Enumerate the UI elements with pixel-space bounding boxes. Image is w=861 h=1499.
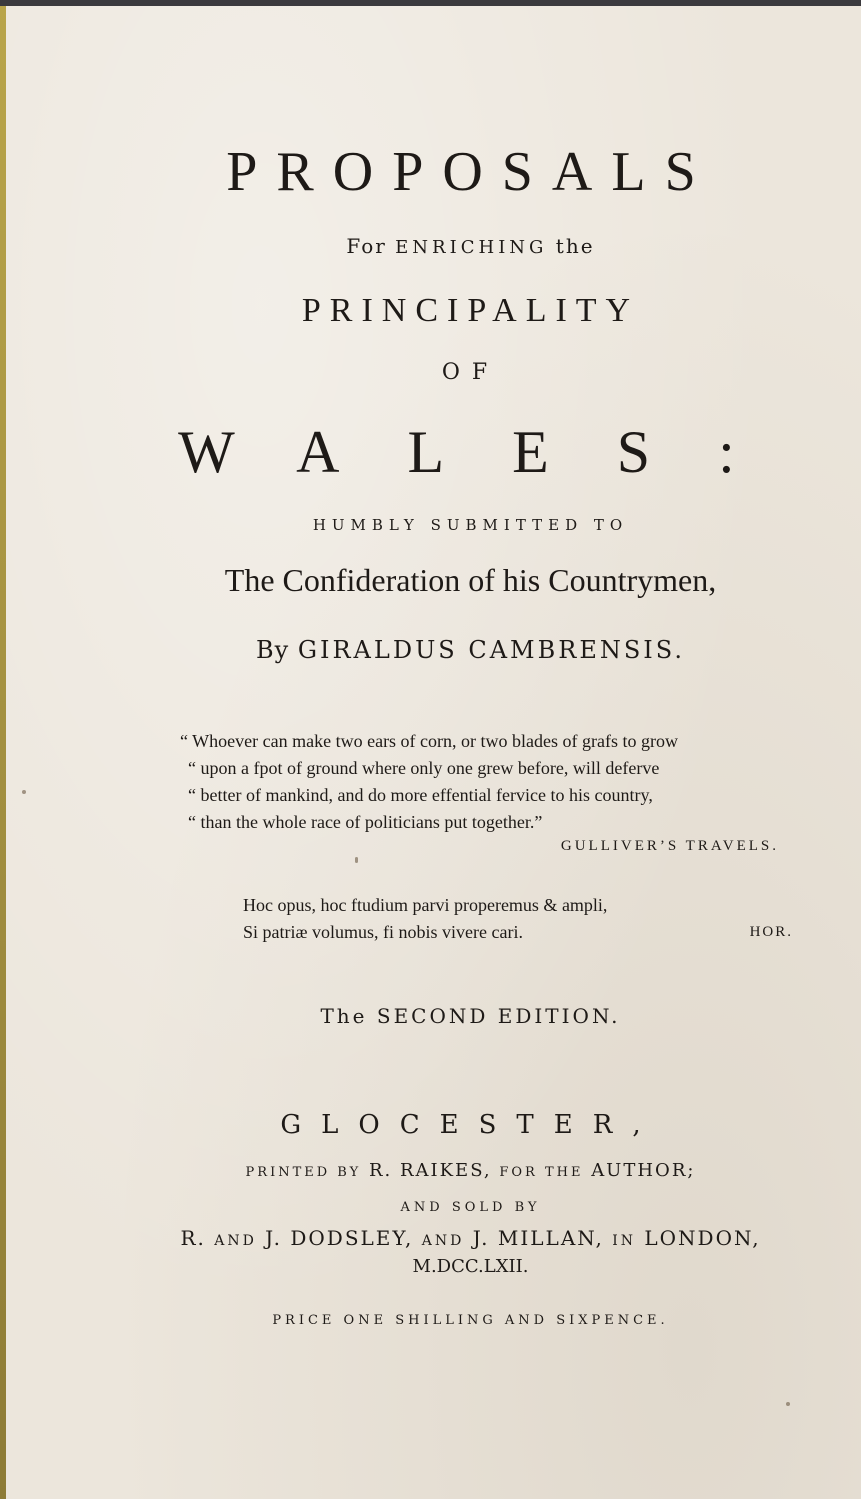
latin-line: Si patriæ volumus, fi nobis vivere cari.	[243, 922, 523, 942]
enriching-word: ENRICHING	[395, 237, 548, 258]
subtitle-for-enriching	[0, 234, 861, 258]
quote-line: “ Whoever can make two ears of corn, or two blades of grafs to grow	[180, 731, 678, 751]
latin-line: Hoc opus, hoc ftudium parvi properemus & ampli,	[243, 895, 608, 915]
seller-dodsley: J. DODSLEY,	[265, 1226, 414, 1250]
for-the-label: FOR THE	[499, 1165, 584, 1180]
publication-date: M.DCC.LXII.	[412, 1256, 529, 1277]
edition-the: The	[320, 1004, 368, 1028]
book-title: PROPOSALS	[226, 141, 715, 203]
seller-millan: J. MILLAN,	[472, 1226, 604, 1250]
author-line	[0, 636, 861, 664]
quote-line: “ upon a fpot of ground where only one grew before, will deferve	[188, 758, 660, 778]
printed-by-line	[0, 1160, 861, 1181]
author-name: GIRALDUS CAMBRENSIS.	[297, 636, 685, 664]
printer-name: R. RAIKES,	[368, 1160, 492, 1181]
seller-london: LONDON,	[644, 1226, 761, 1250]
printed-by-label: PRINTED BY	[245, 1165, 362, 1180]
quote-line: “ better of mankind, and do more effential fervice to his country,	[188, 785, 653, 805]
paper-speck	[786, 1402, 790, 1406]
by-word: By	[255, 636, 290, 664]
paper-speck	[355, 857, 358, 863]
edition-caps: SECOND EDITION.	[376, 1004, 621, 1028]
of-heading: OF	[441, 360, 500, 385]
imprint-city: GLOCESTER,	[280, 1110, 661, 1140]
principality-heading: PRINCIPALITY	[301, 292, 640, 329]
and-label: AND	[421, 1233, 465, 1249]
for-word: For	[346, 234, 387, 258]
paper-speck	[22, 790, 26, 794]
author-label: AUTHOR;	[591, 1160, 696, 1181]
latin-epigraph	[243, 892, 793, 946]
consideration-line: The Confideration of his Countrymen,	[224, 562, 717, 598]
the-word: the	[555, 234, 595, 258]
humbly-submitted-line: HUMBLY SUBMITTED TO	[312, 516, 629, 534]
sold-by-line: AND SOLD BY	[400, 1200, 541, 1215]
price-line: PRICE ONE SHILLING AND SIXPENCE.	[272, 1313, 669, 1328]
epigraph-quote	[180, 728, 790, 836]
seller-r: R.	[180, 1226, 206, 1250]
edition-line	[0, 1004, 861, 1028]
sellers-line	[0, 1226, 861, 1250]
quote-attribution: GULLIVER’S TRAVELS.	[560, 838, 779, 854]
quote-line: “ than the whole race of politicians put together.”	[188, 812, 543, 832]
latin-attribution: HOR.	[749, 924, 793, 940]
in-label: IN	[612, 1233, 636, 1249]
wales-heading: WALES:	[178, 419, 803, 485]
and-label: AND	[214, 1233, 257, 1249]
